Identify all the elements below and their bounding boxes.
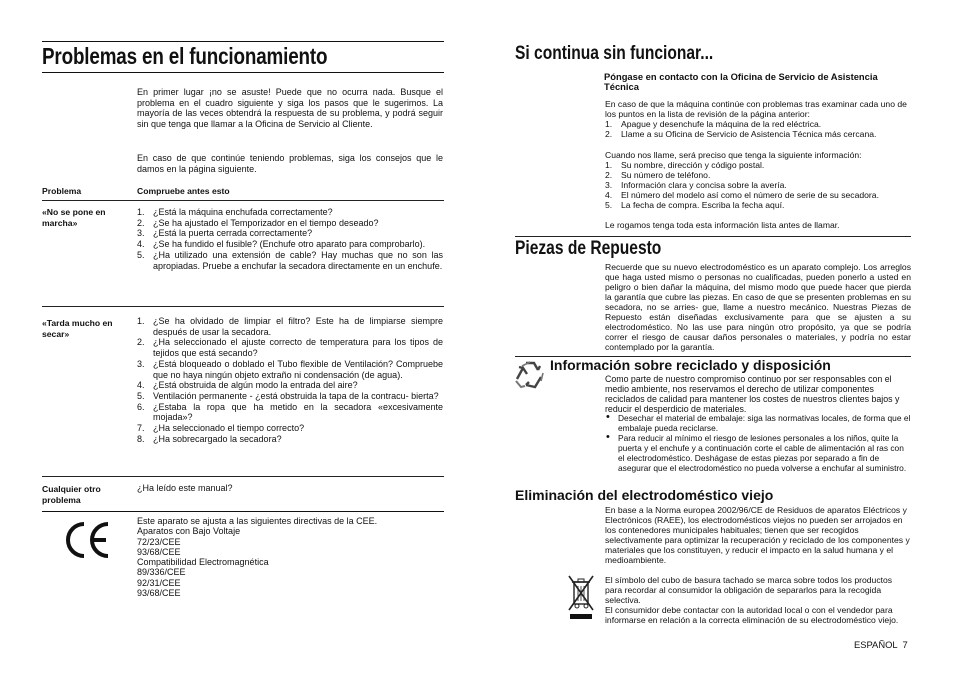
ce-line: 72/23/CEE	[137, 536, 181, 547]
disposal-contact-text: El consumidor debe contactar con la autoridad local o con el vendedor para informarse en relación a la correcta eliminación de su electrodoméstico viejo.	[605, 605, 899, 625]
contact-steps	[605, 119, 913, 139]
list-item: 7. ¿Ha seleccionado el tiempo correcto?	[137, 423, 305, 434]
disposal-title: Eliminación del electrodoméstico viejo	[515, 487, 774, 503]
list-item: 2. ¿Se ha ajustado el Temporizador en el tiempo deseado?	[137, 217, 379, 228]
spares-title: Piezas de Repuesto	[515, 238, 662, 259]
ce-line: Compatibilidad Electromagnética	[137, 557, 269, 568]
contact-block	[605, 99, 913, 139]
crossed-bin-icon	[566, 574, 596, 622]
page-footer: ESPAÑOL 7	[854, 639, 908, 650]
table-bottom-rule	[42, 511, 444, 512]
list-item: 5. Ventilación permanente - ¿está obstruida la tapa de la contracu- bierta?	[137, 390, 439, 401]
list-item: 3. Información clara y concisa sobre la avería.	[605, 180, 787, 190]
list-item: 8. ¿Ha sobrecargado la secadora?	[137, 433, 282, 444]
call-outro: Le rogamos tenga toda esta información lista antes de llamar.	[605, 220, 840, 230]
page-title: Problemas en el funcionamiento	[42, 43, 328, 69]
intro-paragraph: En primer lugar ¡no se asuste! Puede que no ocurra nada. Busque el problema en el cuadro siguiente y siga los pasos que le sugerimos. La mayoría de las veces obtendrá la respuesta de su problema, y podrá seguir sin que tenga que llamar a la Oficina de Servicio al Cliente.	[137, 87, 443, 130]
problem-label-no-start: «No se pone en marcha»	[42, 207, 106, 228]
recycle-icon	[513, 359, 547, 389]
title-top-rule	[42, 41, 444, 42]
disposal-paragraph: En base a la Norma europea 2002/96/CE de Residuos de aparatos Eléctricos y Electrónicos (RAEE), los electrodomésticos viejos no pueden ser arrojados en los contenedores municipales habituales; tienen que ser recogidos selectivamente para optimizar la recuperación y reciclado de los componentes y materiales que los constituyen, y reducir el impacto en la salud humana y el medioambiente.	[605, 505, 910, 565]
spares-paragraph: Recuerde que su nuevo electrodoméstico es un aparato complejo. Los arreglos que haga usted mismo o personas no cualificadas, pueden ponerlo a usted en peligro o bien dañar la máquina, del mismo modo que puede hacer que pierda la garantía que cubre las piezas. En caso de que se presenten problemas en su secadora, no se arries- gue, llame a nuestro mecánico. Nuestras Piezas de Repuesto están diseñadas exclusivamente para que se ajusten a su electrodoméstico. No las use para ningún otro propósito, ya que se podría correr el riesgo de causar daños personales o materiales, y podría no estar contemplado por la garantía.	[605, 262, 911, 352]
list-item: 3. ¿Está la puerta cerrada correctamente?	[137, 228, 313, 239]
list-item: 2. ¿Ha seleccionado el ajuste correcto de temperatura para los tipos de tejidos que está secando?	[137, 337, 443, 359]
list-item: 2. Llame a su Oficina de Servicio de Asistencia Técnica más cercana.	[605, 129, 877, 139]
check-manual: ¿Ha leído este manual?	[137, 483, 233, 493]
intro-paragraph-2: En caso de que continúe teniendo problemas, siga los consejos que le damos en la página siguiente.	[137, 153, 443, 174]
checklist-no-start	[137, 207, 443, 271]
ce-line: 89/336/CEE	[137, 567, 186, 578]
checklist-slow-dry	[137, 316, 443, 444]
list-item: • Para reducir al mínimo el riesgo de lesiones personales a los niños, quite la puerta y el enchufe y a continuación corte el cable de alimentación al ras con el electrodoméstico. Deshágase de estas piezas por separado a fin de asegurar que el electrodoméstico no pueda volverse a enchufar al suministro.	[605, 434, 911, 474]
call-intro: Cuando nos llame, será preciso que tenga la siguiente información:	[605, 150, 862, 160]
ce-directives	[137, 516, 443, 598]
list-item: 3. ¿Está bloqueado o doblado el Tubo flexible de Ventilación? Compruebe que no haya ningún objeto extraño ni condensación (de agua).	[137, 358, 443, 380]
table-header-rule	[42, 200, 444, 201]
contact-heading: Póngase en contacto con la Oficina de Servicio de Asistencia Técnica	[604, 71, 878, 93]
ce-line: 93/68/CEE	[137, 546, 181, 557]
title-bottom-rule	[42, 72, 444, 73]
list-item: 1. Apague y desenchufe la máquina de la red eléctrica.	[605, 119, 822, 129]
recycle-paragraph: Como parte de nuestro compromiso continuo por ser responsables con el medio ambiente, nos reservamos el derecho de utilizar componentes reciclados de calidad para mantener los costes de nuestros clientes bajos y reducir el desperdicio de materiales.	[605, 374, 900, 414]
call-info-list	[605, 160, 913, 210]
call-info-block	[605, 150, 913, 210]
ce-line: Aparatos con Bajo Voltaje	[137, 526, 241, 537]
table-row-rule	[42, 306, 444, 307]
recycle-bullets	[605, 414, 911, 473]
list-item: • Desechar el material de embalaje: siga las normativas locales, de forma que el embalaje pueda reciclarse.	[605, 414, 911, 434]
list-item: 2. Su número de teléfono.	[605, 170, 711, 180]
section-rule	[515, 236, 911, 237]
contact-intro: En caso de que la máquina continúe con problemas tras examinar cada uno de los puntos en la lista de revisión de la página anterior:	[605, 99, 907, 119]
problem-label-other: Cualquier otro problema	[42, 484, 101, 505]
problem-label-slow-dry: «Tarda mucho en secar»	[42, 318, 113, 339]
list-item: 4. ¿Está obstruida de algún modo la entrada del aire?	[137, 380, 358, 391]
list-item: 1. ¿Se ha olvidado de limpiar el filtro? Este ha de limpiarse siempre después de usar la secadora.	[137, 316, 443, 337]
right-title: Si continua sin funcionar...	[515, 43, 714, 64]
list-item: 4. El número del modelo así como el número de serie de su secadora.	[605, 190, 879, 200]
table-header-problem: Problema	[42, 186, 82, 196]
ce-line: Este aparato se ajusta a las siguientes directivas de la CEE.	[137, 516, 378, 526]
disposal-symbol-text: El símbolo del cubo de basura tachado se marca sobre todos los productos para recordar al consumidor la obligación de separarlos para la recogida selectiva.	[605, 575, 893, 605]
ce-mark-icon	[64, 521, 112, 559]
list-item: 5. ¿Ha utilizado una extensión de cable? Hay muchas que no son las apropiadas. Pruebe a enchufar la secadora directamente en un enchufe.	[137, 249, 443, 271]
recycle-title: Información sobre reciclado y disposición	[550, 357, 831, 373]
list-item: 1. ¿Está la máquina enchufada correctamente?	[137, 207, 333, 217]
list-item: 6. ¿Estaba la ropa que ha metido en la secadora «excesivamente mojada»?	[137, 401, 443, 423]
ce-line: 93/68/CEE	[137, 588, 181, 599]
list-item: 1. Su nombre, dirección y código postal.	[605, 160, 765, 170]
table-row-rule	[42, 476, 444, 477]
list-item: 4. ¿Se ha fundido el fusible? (Enchufe otro aparato para comprobarlo).	[137, 239, 426, 250]
ce-line: 92/31/CEE	[137, 577, 181, 588]
table-header-check: Compruebe antes esto	[137, 186, 230, 196]
list-item: 5. La fecha de compra. Escriba la fecha aquí.	[605, 200, 785, 210]
